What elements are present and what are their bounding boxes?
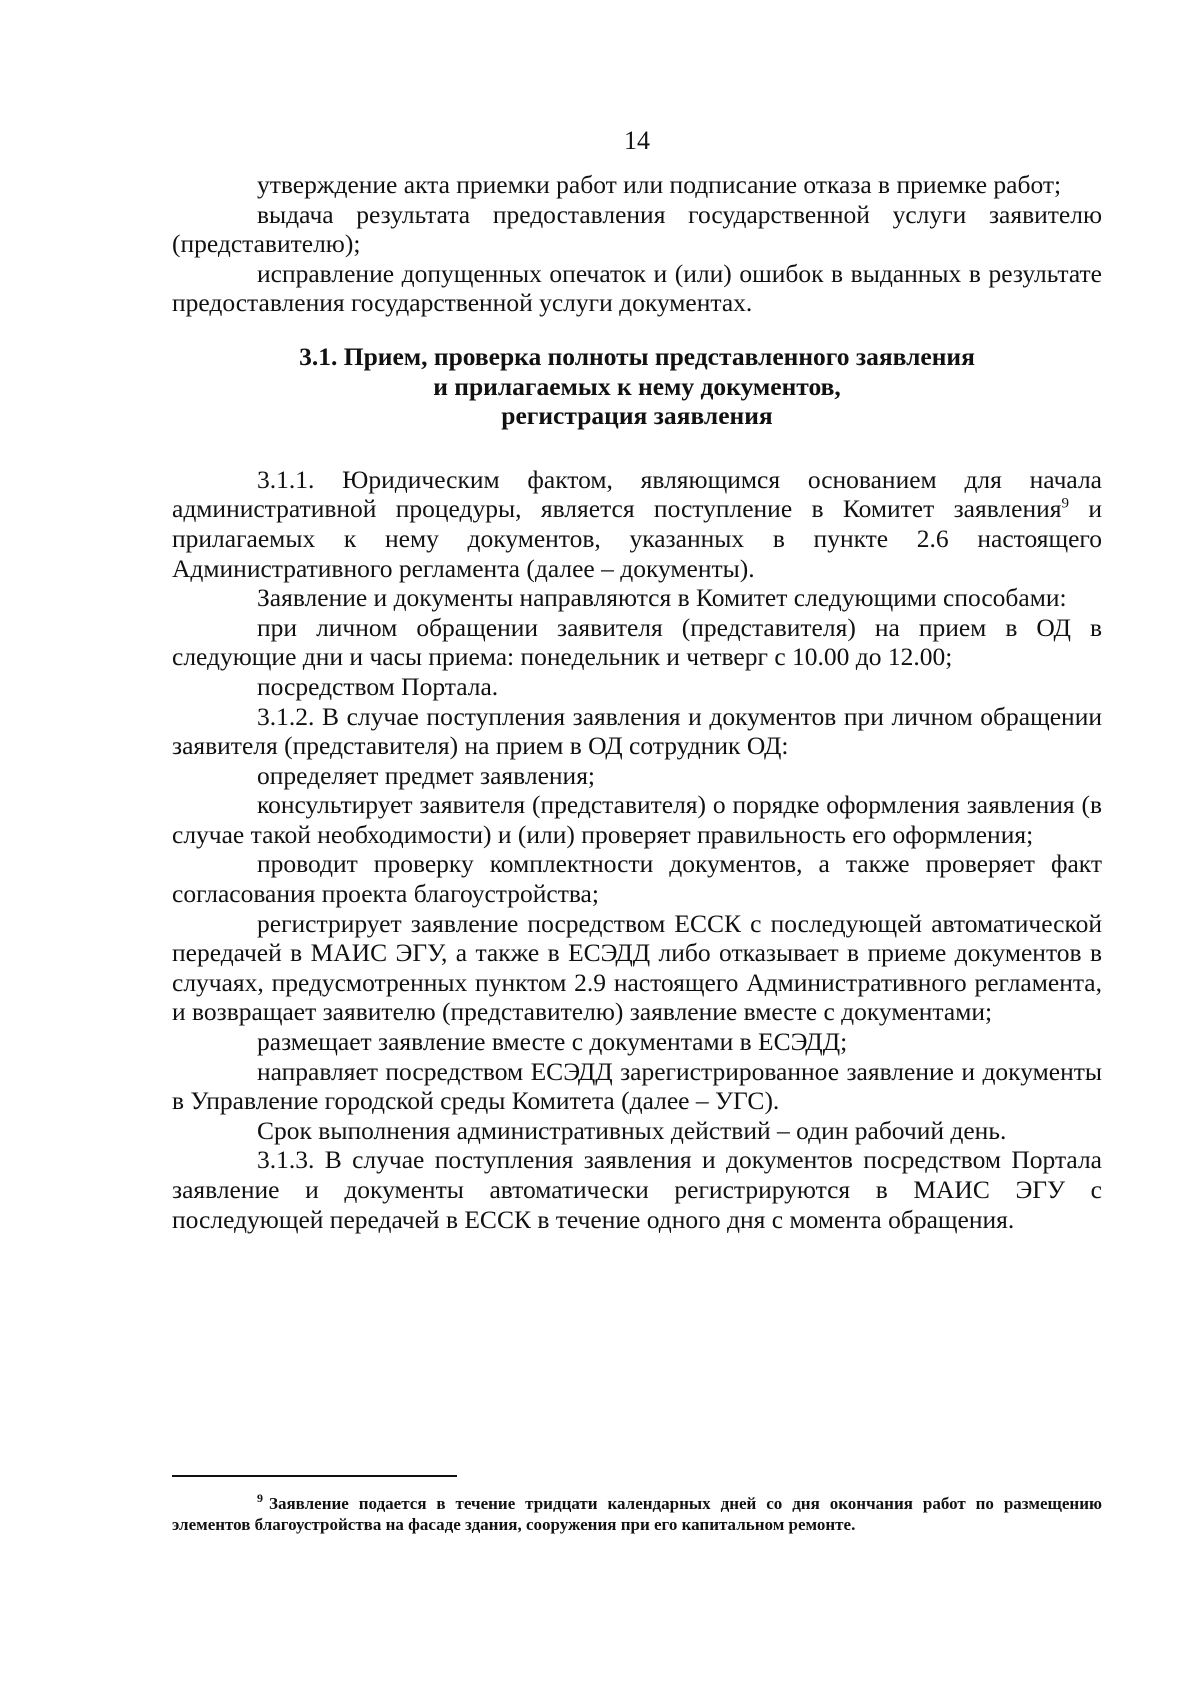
page-number: 14: [624, 126, 650, 155]
paragraph-3-1-2: 3.1.2. В случае поступления заявления и документов при личном обращении заявителя (представителя) на прием в ОД сотрудник ОД:: [172, 701, 1102, 761]
footnote-text: Заявление подается в течение тридцати календарных дней со дня окончания работ по размещению элементов благоустройства на фасаде здания, сооружения при его капитальном ремонте.: [172, 1494, 1102, 1534]
paragraph-3-1-3: 3.1.3. В случае поступления заявления и документов посредством Портала заявление и документы автоматически регистрируются в МАИС ЭГУ с последующей передачей в ЕССК в течение одного дня с момента обращения.: [172, 1145, 1102, 1234]
section-title-line: регистрация заявления: [501, 401, 773, 431]
paragraph: выдача результата предоставления государственной услуги заявителю (представителю);: [172, 199, 1102, 259]
paragraph: утверждение акта приемки работ или подписание отказа в приемке работ;: [257, 170, 1062, 199]
list-item: при личном обращении заявителя (представителя) на прием в ОД в следующие дни и часы приема: понедельник и четверг с 10.00 до 12.00;: [172, 612, 1102, 672]
paragraph-3-1-1-text: 3.1.1. Юридическим фактом, являющимся основанием для начала административной процедуры, является поступление в Комитет заявления: [172, 464, 1102, 524]
footnote-separator: [172, 1475, 457, 1477]
footnote: [172, 1493, 1102, 1535]
list-item: консультирует заявителя (представителя) о порядке оформления заявления (в случае такой необходимости) и (или) проверяет правильность его оформления;: [172, 790, 1102, 849]
list-item: проводит проверку комплектности документов, а также проверяет факт согласования проекта благоустройства;: [172, 849, 1102, 909]
paragraph-3-1-1: [172, 465, 1102, 583]
footnote-reference[interactable]: 9: [1061, 495, 1069, 512]
list-item: направляет посредством ЕСЭДД зарегистрированное заявление и документы в Управление городской среды Комитета (далее – УГС).: [172, 1056, 1102, 1116]
section-title-line: и прилагаемых к нему документов,: [433, 371, 841, 401]
paragraph: исправление допущенных опечаток и (или) ошибок в выданных в результате предоставления государственной услуги документах.: [172, 258, 1102, 318]
list-item: регистрирует заявление посредством ЕССК с последующей автоматической передачей в МАИС ЭГУ, а также в ЕСЭДД либо отказывает в приеме документов в случаях, предусмотренных пунктом 2.9 настоящего Административного регламента, и возвращает заявителю (представителю) заявление вместе с документами;: [172, 908, 1102, 1027]
list-item: размещает заявление вместе с документами в ЕСЭДД;: [257, 1027, 848, 1057]
footnotes-section: [172, 1475, 1102, 1535]
document-body: [172, 170, 1102, 1234]
section-title-line: 3.1. Прием, проверка полноты представленного заявления: [299, 341, 975, 371]
list-item: определяет предмет заявления;: [257, 760, 596, 790]
paragraph: Срок выполнения административных действий – один рабочий день.: [257, 1115, 1007, 1145]
list-item: посредством Портала.: [257, 671, 499, 701]
section-title: [172, 342, 1102, 431]
footnote-mark: 9: [257, 1491, 263, 1506]
paragraph-3-1-1-continuation: и прилагаемых к нему документов, указанных в пункте 2.6 настоящего Административного регламента (далее – документы).: [172, 494, 1102, 583]
paragraph: Заявление и документы направляются в Комитет следующими способами:: [257, 583, 1067, 613]
